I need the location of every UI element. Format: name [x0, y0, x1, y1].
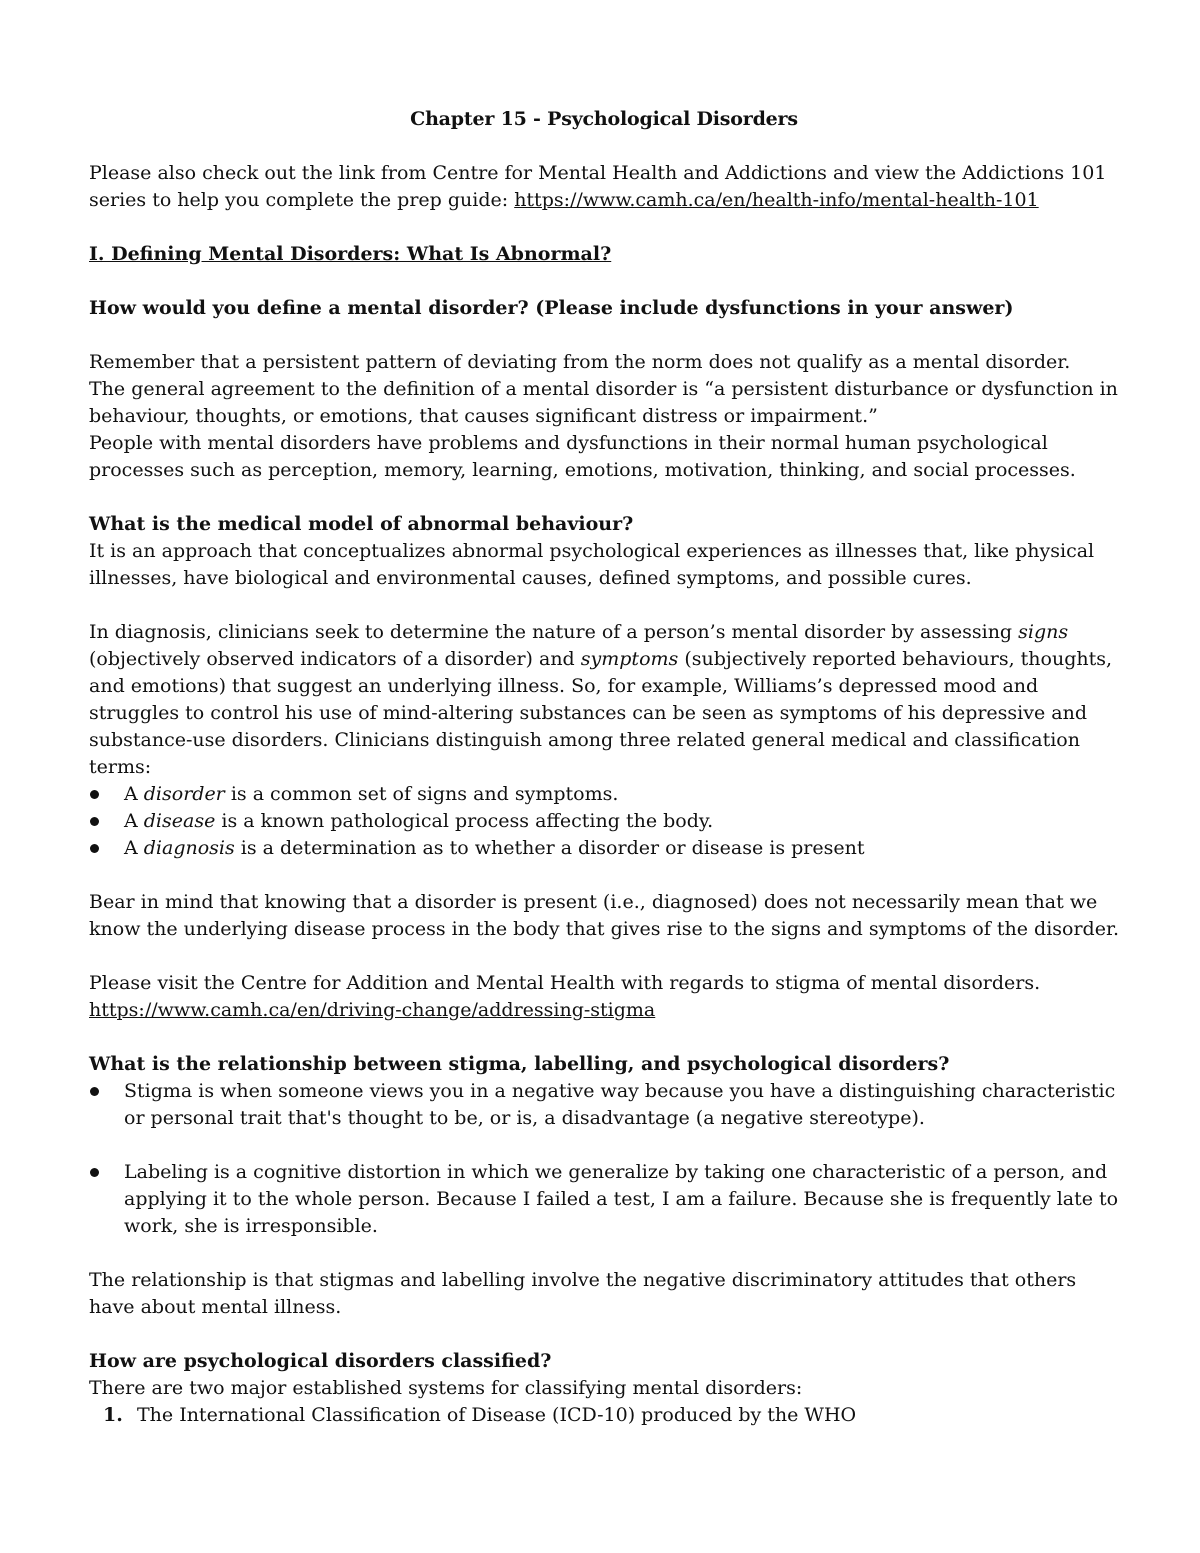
terms-list — [89, 781, 1119, 862]
question-medical-model: What is the medical model of abnormal behaviour? — [89, 513, 634, 535]
relationship-paragraph: The relationship is that stigmas and labelling involve the negative discriminatory attitudes that others have about mental illness. — [89, 1269, 1077, 1318]
list-item: Labeling is a cognitive distortion in which we generalize by taking one characteristic of a person, and applying it to the whole person. Because I failed a test, I am a failure. Because she is frequently late to work, she is irresponsible. — [89, 1159, 1119, 1240]
bullet-text: is a known pathological process affecting the body. — [215, 810, 714, 832]
intro-text: Please also check out the link from Centre for Mental Health and Addictions and view the Addictions 101 series to help you complete the prep guide: — [89, 162, 1107, 211]
term-signs: signs — [1018, 621, 1069, 643]
classification-answer: There are two major established systems for classifying mental disorders: — [89, 1377, 803, 1399]
bullet-prefix: A — [124, 783, 144, 805]
term-disease: disease — [143, 810, 216, 832]
mental-health-101-link[interactable]: https://www.camh.ca/en/health-info/mental-health-101 — [514, 189, 1039, 211]
bullet-text: is a determination as to whether a disorder or disease is present — [234, 837, 865, 859]
term-disorder: disorder — [143, 783, 225, 805]
bullet-prefix: A — [124, 810, 144, 832]
bear-in-mind-paragraph: Bear in mind that knowing that a disorder is present (i.e., diagnosed) does not necessarily mean that we know the underlying disease process in the body that gives rise to the signs and symptoms of the disorder. — [89, 891, 1119, 940]
section-heading-defining: I. Defining Mental Disorders: What Is Abnormal? — [89, 243, 612, 265]
question-stigma-labelling: What is the relationship between stigma, labelling, and psychological disorders? — [89, 1053, 950, 1075]
term-diagnosis: diagnosis — [143, 837, 235, 859]
list-item-text: The International Classification of Disease (ICD-10) produced by the WHO — [137, 1404, 857, 1426]
diagnosis-text-b: (objectively observed indicators of a disorder) and — [89, 648, 581, 670]
stigma-link-line — [89, 997, 1119, 1024]
diagnosis-paragraph — [89, 619, 1119, 781]
medical-model-answer: It is an approach that conceptualizes abnormal psychological experiences as illnesses that, like physical illnesses, have biological and environmental causes, defined symptoms, and possible cures. — [89, 540, 1095, 589]
list-item — [89, 808, 1119, 835]
term-symptoms: symptoms — [580, 648, 679, 670]
intro-paragraph — [89, 160, 1119, 214]
list-number: 1. — [103, 1404, 123, 1426]
diagnosis-text-a: In diagnosis, clinicians seek to determine the nature of a person’s mental disorder by assessing — [89, 621, 1019, 643]
addressing-stigma-link[interactable]: https://www.camh.ca/en/driving-change/addressing-stigma — [89, 999, 656, 1021]
diagnosis-text-c: (subjectively reported behaviours, thoughts, and emotions) that suggest an underlying illness. So, for example, Williams’s depressed mood and struggles to control his use of mind-altering substances can be seen as symptoms of his depressive and substance-use disorders. Clinicians distinguish among three related general medical and classification terms: — [89, 648, 1113, 778]
question-define-mental-disorder: How would you define a mental disorder? (Please include dysfunctions in your answer) — [89, 297, 1014, 319]
list-item: Stigma is when someone views you in a negative way because you have a distinguishing characteristic or personal trait that's thought to be, or is, a disadvantage (a negative stereotype). — [89, 1078, 1119, 1132]
answer-paragraph-3: People with mental disorders have problems and dysfunctions in their normal human psychological processes such as perception, memory, learning, emotions, motivation, thinking, and social processes. — [89, 432, 1076, 481]
answer-paragraph-2: The general agreement to the definition of a mental disorder is “a persistent disturbance or dysfunction in behaviour, thoughts, or emotions, that causes significant distress or impairment.” — [89, 378, 1118, 427]
page-title: Chapter 15 - Psychological Disorders — [410, 108, 798, 130]
answer-paragraph-1: Remember that a persistent pattern of deviating from the norm does not qualify as a mental disorder. — [89, 351, 1071, 373]
list-item — [89, 835, 1119, 862]
labeling-list — [89, 1159, 1119, 1240]
document-page — [89, 106, 1119, 1429]
classification-list — [89, 1402, 1119, 1429]
list-item — [89, 781, 1119, 808]
visit-paragraph: Please visit the Centre for Addition and Mental Health with regards to stigma of mental disorders. — [89, 972, 1041, 994]
bullet-text: is a common set of signs and symptoms. — [224, 783, 619, 805]
list-item — [89, 1402, 1119, 1429]
question-classification: How are psychological disorders classified? — [89, 1350, 552, 1372]
bullet-prefix: A — [124, 837, 144, 859]
stigma-list — [89, 1078, 1119, 1132]
